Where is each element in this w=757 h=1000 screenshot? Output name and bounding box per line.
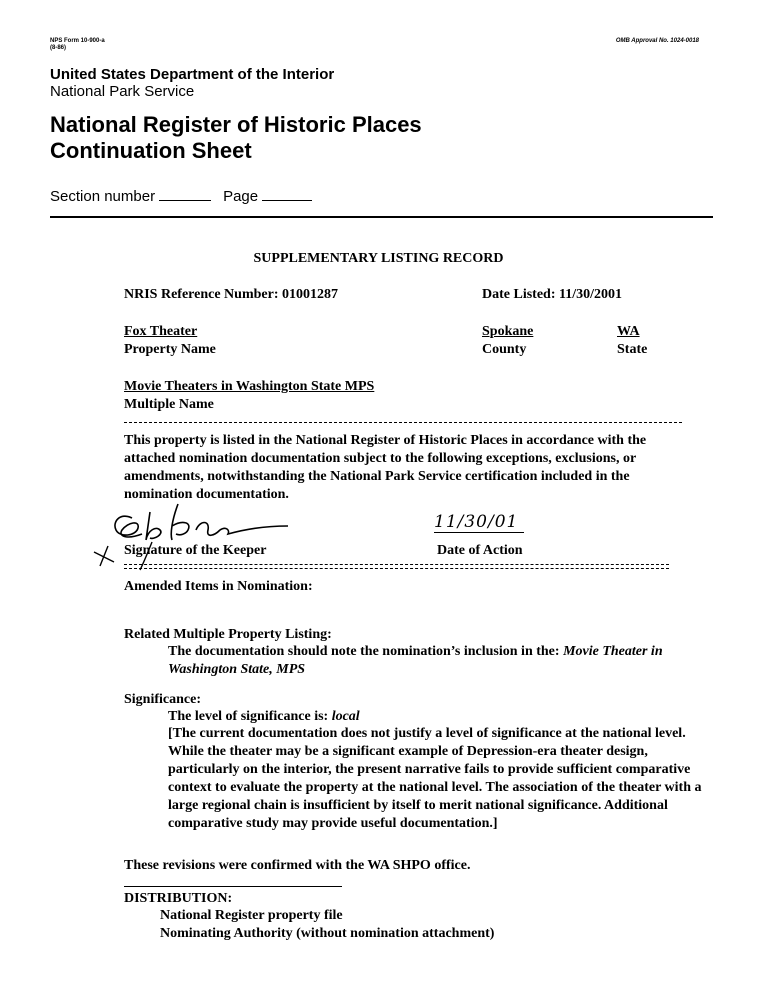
form-date: (8-86) xyxy=(50,45,67,51)
property-name-field xyxy=(124,323,216,359)
section-number-blank xyxy=(159,198,211,201)
county-value: Spokane xyxy=(482,324,534,339)
state-label: State xyxy=(617,342,648,357)
related-mpl-text xyxy=(168,643,678,679)
statement-divider xyxy=(124,422,682,423)
service-name: National Park Service xyxy=(50,83,195,100)
page-title xyxy=(50,112,422,164)
section-row xyxy=(50,188,324,205)
distribution-item: National Register property file xyxy=(160,908,343,923)
county-label: County xyxy=(482,342,527,357)
signature-label: Signature of the Keeper xyxy=(124,543,267,558)
property-name-label: Property Name xyxy=(124,342,216,357)
multiple-name-value: Movie Theaters in Washington State MPS xyxy=(124,379,375,394)
date-listed: Date Listed: 11/30/2001 xyxy=(482,287,622,302)
distribution-item: Nominating Authority (without nomination attachment) xyxy=(160,926,495,941)
multiple-name-field xyxy=(124,378,374,414)
distribution-divider xyxy=(124,886,342,887)
related-mpl-heading: Related Multiple Property Listing: xyxy=(124,627,332,642)
form-number-block xyxy=(50,38,105,52)
state-value: WA xyxy=(617,324,640,339)
keeper-signature-icon xyxy=(92,500,302,572)
related-mpl-name: Movie Theater in Washington State, MPS xyxy=(168,644,663,677)
agency-block xyxy=(50,66,334,100)
significance-level-value: local xyxy=(331,709,360,724)
form-number: NPS Form 10-900-a xyxy=(50,38,105,44)
distribution-list xyxy=(160,907,494,943)
distribution-heading: DISTRIBUTION: xyxy=(124,891,233,906)
nris-reference: NRIS Reference Number: 01001287 xyxy=(124,287,338,302)
county-field xyxy=(482,323,533,359)
page-blank xyxy=(262,198,312,201)
shpo-confirmation: These revisions were confirmed with the WA SHPO office. xyxy=(124,858,471,873)
date-of-action-label: Date of Action xyxy=(437,543,523,558)
title-line-1: National Register of Historic Places xyxy=(50,112,422,137)
record-heading: SUPPLEMENTARY LISTING RECORD xyxy=(253,251,504,266)
property-name-value: Fox Theater xyxy=(124,324,198,339)
state-field xyxy=(617,323,647,359)
page-label: Page xyxy=(223,188,259,205)
significance-level xyxy=(168,708,360,726)
significance-note: [The current documentation does not justify a level of significance at the national level. While the theater may be a significant example of Depression-era theater design, particularly on the interior, the present narrative fails to provide sufficient comparative context to evaluate the property at the national level. The association of the theater with a large regional chain is insufficient by itself to merit national significance. Additional comparative study may provide useful documentation.] xyxy=(168,726,702,831)
title-line-2: Continuation Sheet xyxy=(50,138,252,163)
section-number-label: Section number xyxy=(50,188,156,205)
header-divider xyxy=(50,216,713,218)
signature-divider xyxy=(124,564,669,569)
related-mpl-statement: The documentation should note the nomination’s inclusion in the: xyxy=(168,644,560,659)
date-of-action-value: 11/30/01 xyxy=(434,512,524,533)
significance-level-text: The level of significance is: xyxy=(168,709,329,724)
amended-heading: Amended Items in Nomination: xyxy=(124,579,313,594)
omb-approval: OMB Approval No. 1024-0018 xyxy=(615,38,699,44)
listing-statement: This property is listed in the National Register of Historic Places in accordance with the attached nomination documentation subject to the following exceptions, exclusions, or amendments, notwithstanding the National Park Service certification included in the nomination documentation. xyxy=(124,433,647,502)
significance-heading: Significance: xyxy=(124,692,201,707)
multiple-name-label: Multiple Name xyxy=(124,397,214,412)
department-name: United States Department of the Interior xyxy=(50,66,335,83)
